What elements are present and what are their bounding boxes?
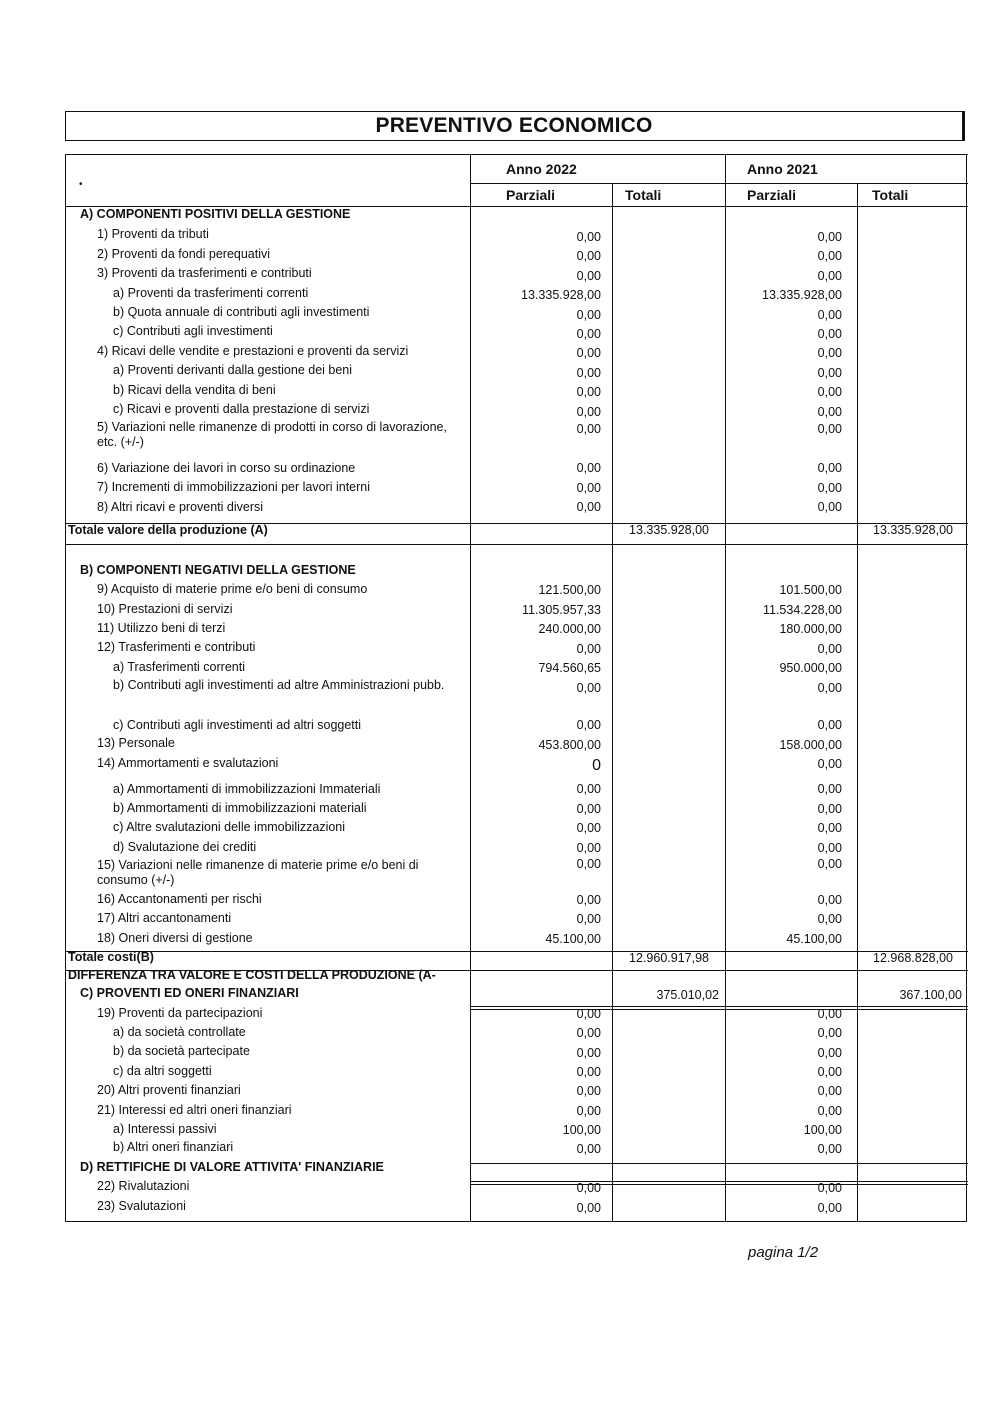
partial-2022-value: 0,00 (576, 1084, 601, 1098)
partial-2021-value: 158.000,00 (779, 738, 842, 752)
d-section-line-2 (470, 1181, 968, 1182)
row-label: 14) Ammortamenti e svalutazioni (97, 756, 279, 770)
partial-2022-value: 11.305.957,33 (521, 603, 601, 617)
total-2022-value: 375.010,02 (656, 988, 719, 1002)
row-label: c) Ricavi e proventi dalla prestazione di servizi (113, 402, 370, 416)
row-label: 5) Variazioni nelle rimanenze di prodotti in corso di lavorazione, etc. (+/-) (97, 420, 447, 449)
partial-2022-value: 0 (592, 757, 601, 774)
partial-2022-value: 794.560,65 (538, 661, 601, 675)
partial-2022-value: 0,00 (576, 269, 601, 283)
row-label: 20) Altri proventi finanziari (97, 1083, 241, 1097)
row-label: b) Altri oneri finanziari (113, 1140, 234, 1154)
total-2021-value: 13.335.928,00 (873, 523, 953, 537)
row-label: 11) Utilizzo beni di terzi (97, 621, 226, 635)
row-label: 22) Rivalutazioni (97, 1179, 190, 1193)
row-label: D) RETTIFICHE DI VALORE ATTIVITA' FINANZIARIE (80, 1160, 384, 1174)
totale-b-top-line (66, 951, 968, 952)
partial-2022-value: 0,00 (576, 1007, 601, 1021)
partial-2021-value: 0,00 (817, 346, 842, 360)
partial-2021-value: 180.000,00 (779, 622, 842, 636)
row-label: a) da società controllate (113, 1025, 246, 1039)
partial-2021-value: 0,00 (817, 1007, 842, 1021)
col-divider (857, 184, 858, 1221)
parziali-2021-header: Parziali (747, 187, 797, 203)
header-mid-line (470, 183, 968, 184)
row-label: b) Quota annuale di contributi agli investimenti (113, 305, 370, 319)
partial-2022-value: 0,00 (576, 857, 601, 871)
partial-2022-value: 0,00 (576, 481, 601, 495)
partial-2021-value: 0,00 (817, 405, 842, 419)
partial-2022-value: 0,00 (576, 718, 601, 732)
partial-2021-value: 0,00 (817, 841, 842, 855)
partial-2021-value: 0,00 (817, 642, 842, 656)
budget-table (65, 154, 967, 1222)
parziali-2022-header: Parziali (506, 187, 556, 203)
partial-2021-value: 0,00 (817, 422, 842, 436)
row-label: a) Proventi da trasferimenti correnti (113, 286, 309, 300)
partial-2022-value: 0,00 (576, 681, 601, 695)
page-number: pagina 1/2 (748, 1244, 819, 1261)
partial-2021-value: 950.000,00 (779, 661, 842, 675)
partial-2021-value: 101.500,00 (779, 583, 842, 597)
partial-2022-value: 0,00 (576, 385, 601, 399)
year-2022-header: Anno 2022 (506, 161, 577, 177)
partial-2022-value: 0,00 (576, 1181, 601, 1195)
partial-2022-value: 0,00 (576, 1201, 601, 1215)
row-label: a) Interessi passivi (113, 1122, 217, 1136)
partial-2021-value: 0,00 (817, 857, 842, 871)
partial-2021-value: 0,00 (817, 1084, 842, 1098)
partial-2022-value: 121.500,00 (538, 583, 601, 597)
totale-a-top-line (66, 523, 968, 524)
partial-2022-value: 0,00 (576, 1046, 601, 1060)
partial-2021-value: 0,00 (817, 1142, 842, 1156)
row-label: a) Proventi derivanti dalla gestione dei beni (113, 363, 353, 377)
partial-2021-value: 0,00 (817, 681, 842, 695)
row-label: c) da altri soggetti (113, 1064, 212, 1078)
d-section-line-3 (470, 1184, 968, 1185)
partial-2021-value: 13.335.928,00 (762, 288, 842, 302)
row-label: C) PROVENTI ED ONERI FINANZIARI (80, 986, 299, 1000)
c-section-line-2 (470, 1009, 968, 1010)
totali-2021-header: Totali (872, 187, 909, 203)
row-label: 9) Acquisto di materie prime e/o beni di consumo (97, 582, 368, 596)
partial-2022-value: 0,00 (576, 230, 601, 244)
partial-2021-value: 100,00 (803, 1123, 842, 1137)
row-label: 10) Prestazioni di servizi (97, 602, 233, 616)
total-2022-value: 12.960.917,98 (629, 951, 709, 965)
partial-2021-value: 0,00 (817, 1181, 842, 1195)
row-label: c) Contributi agli investimenti ad altri soggetti (113, 718, 362, 732)
row-label: 18) Oneri diversi di gestione (97, 931, 253, 945)
totale-b-bottom-line (66, 970, 968, 971)
totale-a-bottom-line (66, 544, 968, 545)
partial-2022-value: 0,00 (576, 461, 601, 475)
partial-2022-value: 0,00 (576, 366, 601, 380)
row-label: 17) Altri accantonamenti (97, 911, 232, 925)
partial-2022-value: 0,00 (576, 642, 601, 656)
row-label: 4) Ricavi delle vendite e prestazioni e proventi da servizi (97, 344, 409, 358)
partial-2022-value: 0,00 (576, 308, 601, 322)
header-dot: • (79, 179, 83, 190)
row-label: 23) Svalutazioni (97, 1199, 186, 1213)
partial-2021-value: 0,00 (817, 757, 842, 771)
partial-2021-value: 0,00 (817, 718, 842, 732)
partial-2021-value: 0,00 (817, 308, 842, 322)
row-label: DIFFERENZA TRA VALORE E COSTI DELLA PRODUZIONE (A- (68, 968, 436, 982)
row-label: 19) Proventi da partecipazioni (97, 1006, 263, 1020)
partial-2021-value: 0,00 (817, 1104, 842, 1118)
partial-2022-value: 0,00 (576, 327, 601, 341)
partial-2021-value: 0,00 (817, 821, 842, 835)
title-box (65, 111, 965, 141)
year-2021-header: Anno 2021 (747, 161, 818, 177)
row-label: d) Svalutazione dei crediti (113, 840, 257, 854)
row-label: b) da società partecipate (113, 1044, 250, 1058)
partial-2022-value: 0,00 (576, 1065, 601, 1079)
partial-2021-value: 0,00 (817, 385, 842, 399)
partial-2021-value: 0,00 (817, 230, 842, 244)
col-divider (612, 184, 613, 1221)
partial-2022-value: 100,00 (562, 1123, 601, 1137)
row-label: 1) Proventi da tributi (97, 227, 209, 241)
partial-2022-value: 0,00 (576, 1104, 601, 1118)
partial-2021-value: 0,00 (817, 249, 842, 263)
row-label: 2) Proventi da fondi perequativi (97, 247, 271, 261)
row-label: 7) Incrementi di immobilizzazioni per lavori interni (97, 480, 371, 494)
partial-2021-value: 0,00 (817, 1201, 842, 1215)
partial-2022-value: 0,00 (576, 893, 601, 907)
col-divider (470, 154, 471, 1221)
page-title: PREVENTIVO ECONOMICO (375, 114, 653, 137)
partial-2022-value: 0,00 (576, 802, 601, 816)
partial-2022-value: 0,00 (576, 782, 601, 796)
partial-2021-value: 0,00 (817, 782, 842, 796)
partial-2021-value: 0,00 (817, 500, 842, 514)
partial-2022-value: 0,00 (576, 912, 601, 926)
partial-2022-value: 453.800,00 (538, 738, 601, 752)
row-label: 21) Interessi ed altri oneri finanziari (97, 1103, 292, 1117)
partial-2021-value: 0,00 (817, 481, 842, 495)
row-label: 3) Proventi da trasferimenti e contributi (97, 266, 312, 280)
header-top-line (66, 154, 968, 155)
row-label: 12) Trasferimenti e contributi (97, 640, 256, 654)
partial-2021-value: 0,00 (817, 802, 842, 816)
partial-2022-value: 0,00 (576, 422, 601, 436)
partial-2022-value: 13.335.928,00 (521, 288, 601, 302)
partial-2022-value: 0,00 (576, 405, 601, 419)
row-label: 16) Accantonamenti per rischi (97, 892, 262, 906)
partial-2021-value: 0,00 (817, 893, 842, 907)
row-label: 8) Altri ricavi e proventi diversi (97, 500, 264, 514)
row-label: 15) Variazioni nelle rimanenze di materie prime e/o beni di consumo (+/-) (97, 858, 419, 887)
row-label: Totale costi(B) (68, 950, 154, 964)
col-divider (725, 154, 726, 1221)
partial-2021-value: 0,00 (817, 1065, 842, 1079)
partial-2022-value: 0,00 (576, 841, 601, 855)
row-label: 13) Personale (97, 736, 175, 750)
partial-2022-value: 0,00 (576, 1026, 601, 1040)
row-label: b) Ricavi della vendita di beni (113, 383, 276, 397)
partial-2021-value: 0,00 (817, 461, 842, 475)
partial-2022-value: 0,00 (576, 346, 601, 360)
partial-2022-value: 0,00 (576, 821, 601, 835)
row-label: A) COMPONENTI POSITIVI DELLA GESTIONE (80, 207, 351, 221)
c-section-line (470, 1006, 968, 1007)
partial-2022-value: 0,00 (576, 500, 601, 514)
row-label: B) COMPONENTI NEGATIVI DELLA GESTIONE (80, 563, 356, 577)
row-label: a) Ammortamenti di immobilizzazioni Immateriali (113, 782, 381, 796)
total-2022-value: 13.335.928,00 (629, 523, 709, 537)
row-label: Totale valore della produzione (A) (68, 523, 268, 537)
partial-2021-value: 0,00 (817, 366, 842, 380)
row-label: b) Contributi agli investimenti ad altre Amministrazioni pubb. (113, 678, 445, 692)
partial-2021-value: 0,00 (817, 912, 842, 926)
row-label: a) Trasferimenti correnti (113, 660, 245, 674)
row-label: b) Ammortamenti di immobilizzazioni materiali (113, 801, 367, 815)
partial-2022-value: 0,00 (576, 1142, 601, 1156)
row-label: 6) Variazione dei lavori in corso su ordinazione (97, 461, 356, 475)
partial-2022-value: 0,00 (576, 249, 601, 263)
d-section-line (470, 1163, 968, 1164)
partial-2021-value: 0,00 (817, 269, 842, 283)
total-2021-value: 367.100,00 (899, 988, 962, 1002)
totali-2022-header: Totali (625, 187, 662, 203)
partial-2021-value: 0,00 (817, 1026, 842, 1040)
row-label: c) Contributi agli investimenti (113, 324, 273, 338)
partial-2021-value: 0,00 (817, 327, 842, 341)
partial-2021-value: 11.534.228,00 (762, 603, 842, 617)
partial-2022-value: 45.100,00 (545, 932, 601, 946)
partial-2022-value: 240.000,00 (538, 622, 601, 636)
partial-2021-value: 0,00 (817, 1046, 842, 1060)
row-label: c) Altre svalutazioni delle immobilizzazioni (113, 820, 346, 834)
partial-2021-value: 45.100,00 (786, 932, 842, 946)
total-2021-value: 12.968.828,00 (873, 951, 953, 965)
